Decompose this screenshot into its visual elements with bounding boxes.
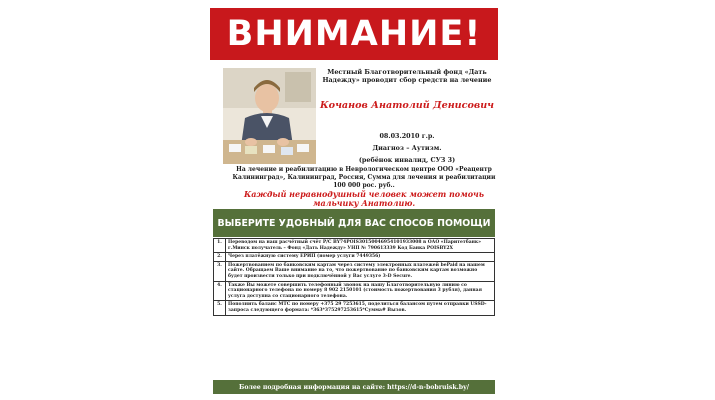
attention-banner: [210, 8, 498, 60]
option-text: Также Вы можете совершить телефонный звонок на нашу Благотворительную линию со стационарного телефона по номеру 8 902 2150101 (стоимость пожертвования 3 рубля), данная услуга доступна со стационарного телефона.: [226, 281, 495, 301]
table-row: [214, 239, 495, 253]
charity-poster: [210, 8, 498, 394]
website-footer: [213, 380, 495, 394]
option-number: 1.: [214, 239, 226, 253]
treatment-info: На лечение и реабилитацию в Неврологическом центре ООО «Реацентр Калининград», Калининград, Россия, Сумма для лечения и реабилитации 100 000 рос. руб..: [232, 166, 496, 189]
table-row: [214, 261, 495, 281]
table-row: [214, 253, 495, 262]
child-photo-illustration: [223, 68, 316, 164]
appeal-text: Каждый неравнодушный человек может помочь мальчику Анатолию.: [243, 189, 485, 208]
child-diagnosis: Диагноз – Аутизм.: [372, 144, 442, 152]
table-row: [214, 301, 495, 315]
website-info-text: Более подробная информация на сайте: https://d-n-bobruisk.by/: [239, 383, 469, 391]
option-number: 4.: [214, 281, 226, 301]
help-options-table: [213, 238, 495, 316]
option-number: 2.: [214, 253, 226, 262]
option-number: 3.: [214, 261, 226, 281]
table-row: [214, 281, 495, 301]
child-name: Кочанов Анатолий Денисович: [319, 100, 495, 111]
option-text: Через платёжную систему ЕРИП (номер услуги 7449356): [226, 253, 495, 262]
banner-title: ВНИМАНИЕ!: [226, 14, 482, 54]
child-photo: [223, 68, 316, 164]
child-disability: (ребёнок инвалид, СУЗ 3): [358, 156, 456, 164]
help-options-title: ВЫБЕРИТЕ УДОБНЫЙ ДЛЯ ВАС СПОСОБ ПОМОЩИ: [217, 217, 491, 229]
option-number: 5.: [214, 301, 226, 315]
fund-intro-text: Местный Благотворительный фонд «Дать Надежду» проводит сбор средств на лечение: [322, 68, 492, 84]
option-text: Пожертвованием по банковским картам через систему электронных платежей bePaid на нашем сайте. Обращаем Ваше внимание на то, что пожертвование по банковским картам возможно будет произвести только при подключённой у Вас услуге 3-D Secure.: [226, 261, 495, 281]
option-text: Переводом на наш расчётный счёт Р/С BY74POIS30150046954101933008 в ОАО «Паритетбанк» г.Минск получатель – Фонд «Дать Надежду» УНП № 790613339 Код Банка POISBY2X: [226, 239, 495, 253]
help-options-header: [213, 209, 495, 237]
child-birth-date: 08.03.2010 г.р.: [379, 132, 435, 140]
option-text: Пополнить баланс МТС по номеру +375 29 7253615, поделиться балансом путем отправки USSD-запроса следующего формата: *363*375297253615*Сумма# Вызов.: [226, 301, 495, 315]
